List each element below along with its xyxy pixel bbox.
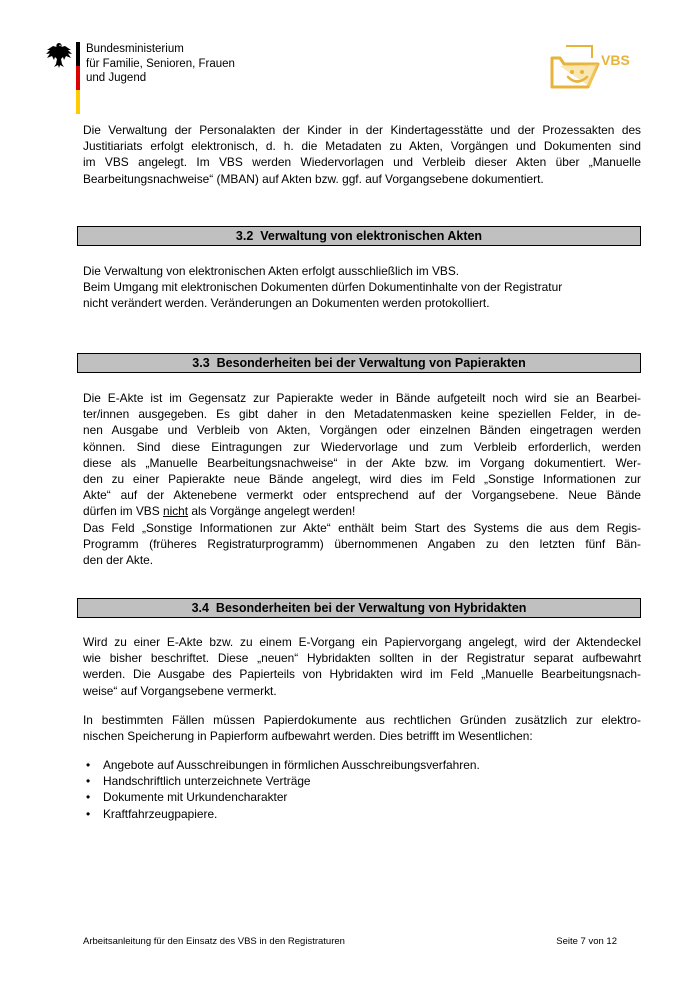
text-line: nicht verändert werden. Veränderungen an Dokumenten werden protokolliert. — [83, 296, 490, 311]
text-line: Justitiariats erfolgt elektronisch, d. h. die Metadaten zu Akten, Vorgängen und Dokumenten sind — [83, 139, 641, 154]
text-fragment: dürfen im VBS — [83, 504, 163, 519]
section-3-2-paragraph — [83, 263, 641, 312]
text-line: im VBS angelegt. Im VBS werden Wiedervorlagen und Verbleib dieser Akten über „Manuelle — [83, 155, 641, 170]
section-3-3-paragraph — [83, 390, 641, 568]
vbs-logo — [546, 42, 632, 94]
text-line: Das Feld „Sonstige Informationen zur Akte“ enthält beim Start des Systems die aus dem Regis- — [83, 520, 641, 535]
text-line: wie bisher beschriftet. Diese „neuen“ Hybridakten sollten in der Registratur separat aufbewahrt — [83, 651, 641, 666]
text-line: nen Ausgabe und Verbleib von Akten, Vorgängen oder einzelnen Bänden eingetragen werden — [83, 423, 641, 438]
underlined-word: nicht — [162, 504, 189, 519]
ministry-line: Bundesministerium — [86, 43, 184, 55]
page-header — [0, 0, 700, 110]
text-line: nischen Speicherung in Papierform aufbewahrt werden. Dies betrifft im Wesentlichen: — [83, 729, 533, 744]
text-line: In bestimmten Fällen müssen Papierdokumente aus rechtlichen Gründen zusätzlich zur elektro- — [83, 713, 641, 727]
list-item: • Handschriftlich unterzeichnete Verträge — [83, 773, 480, 789]
text-line: ter/innen ausgegeben. Es gibt daher in den Metadatenmasken keine speziellen Felder, in de- — [83, 407, 641, 422]
ministry-line: für Familie, Senioren, Frauen — [86, 57, 235, 70]
footer-title: Arbeitsanleitung für den Einsatz des VBS in den Registraturen — [83, 936, 345, 947]
section-number: 3.2 — [235, 229, 254, 243]
text-line: Die Verwaltung von elektronischen Akten erfolgt ausschließlich im VBS. — [83, 264, 460, 278]
text-line: können. Sind diese Eintragungen zur Wiedervorlage und zum Verbleib erforderlich, werden — [83, 439, 641, 454]
text-line: den der Akte. — [83, 553, 154, 568]
section-title: Besonderheiten bei der Verwaltung von Papierakten — [216, 356, 526, 370]
section-heading-3-2 — [77, 226, 641, 246]
list-item: • Angebote auf Ausschreibungen in förmlichen Ausschreibungsverfahren. — [83, 757, 480, 773]
ministry-line: und Jugend — [86, 72, 147, 84]
section-number: 3.4 — [191, 601, 209, 615]
text-line: Akte“ auf der Aktenebene vermerkt oder entsprechend auf der Vorgangsebene. Neue Bände — [83, 488, 641, 503]
text-line: Bearbeitungsnachweise“ (MBAN) auf Akten bzw. ggf. auf Vorgangsebene dokumentiert. — [83, 171, 544, 186]
text-line: den zu einer Papierakte neue Bände angelegt, wird dies im Feld „Sonstige Informationen zur — [83, 472, 641, 487]
text-line: Die Verwaltung der Personalakten der Kinder in der Kindertagesstätte und der Prozessakten des — [83, 123, 641, 137]
intro-paragraph — [83, 122, 641, 187]
text-fragment: als Vorgänge angelegt werden! — [188, 504, 356, 519]
text-line: Die E-Akte ist im Gegensatz zur Papierakte weder in Bände aufgeteilt noch wird sie an Bearbei- — [83, 391, 641, 405]
text-line-with-underline — [83, 503, 641, 519]
text-line: weise“ auf Vorgangsebene vermerkt. — [83, 683, 277, 698]
section-number: 3.3 — [192, 356, 210, 370]
section-3-4-paragraph-1 — [83, 634, 641, 699]
text-line: Programm (früheres Registraturprogramm) übernommenen Angaben zu den letzten fünf Bän- — [83, 536, 641, 551]
footer-page-number: Seite 7 von 12 — [556, 936, 617, 947]
federal-eagle-icon — [44, 40, 74, 70]
section-title: Verwaltung von elektronischen Akten — [260, 229, 483, 243]
text-line: Wird zu einer E-Akte bzw. zu einem E-Vorgang ein Papiervorgang angelegt, wird der Aktendeckel — [83, 635, 641, 649]
list-item: • Kraftfahrzeugpapiere. — [83, 806, 480, 822]
vbs-logo-text: VBS — [601, 52, 630, 68]
bullet-list — [83, 757, 480, 822]
section-heading-3-3 — [77, 353, 641, 373]
text-line: werden. Die Ausgabe des Papierteils von Hybridakten wird im Feld „Manuelle Bearbeitungsnach- — [83, 667, 641, 682]
section-heading-3-4 — [77, 598, 641, 618]
text-line: diese als „Manuelle Bearbeitungsnachweise“ in der Akte bzw. im Vorgang dokumentiert. Wer- — [83, 455, 641, 470]
section-3-4-paragraph-2 — [83, 712, 641, 744]
section-title: Besonderheiten bei der Verwaltung von Hybridakten — [215, 601, 527, 615]
ministry-name — [86, 42, 235, 86]
german-flag-bar — [76, 42, 80, 114]
text-line: Beim Umgang mit elektronischen Dokumenten dürfen Dokumentinhalte von der Registratur — [83, 280, 563, 295]
list-item: • Dokumente mit Urkundencharakter — [83, 789, 480, 805]
